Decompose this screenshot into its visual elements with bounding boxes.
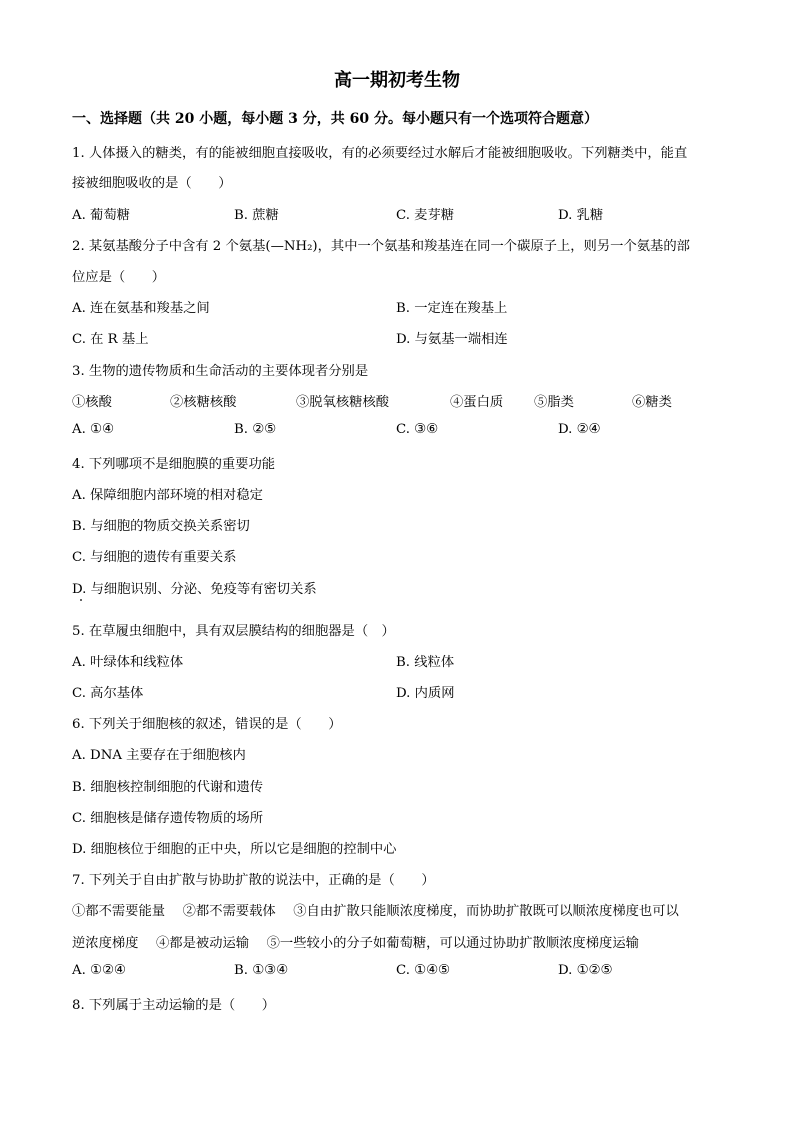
question-7-line-1: 7. 下列关于自由扩散与协助扩散的说法中，正确的是（ ） (72, 873, 435, 888)
question-5-option-a: A. 叶绿体和线粒体 (72, 655, 184, 670)
question-7-option-d: D. ①②⑤ (558, 963, 613, 978)
question-1-option-c: C. 麦芽糖 (396, 208, 455, 223)
question-3-item-2: ②核糖核酸 (170, 395, 237, 410)
question-3-option-d: D. ②④ (558, 422, 601, 437)
question-5-option-d: D. 内质网 (396, 686, 455, 701)
question-1-option-d: D. 乳糖 (558, 208, 604, 223)
question-7-line-2: ①都不需要能量 ②都不需要载体 ③自由扩散只能顺浓度梯度，而协助扩散既可以顺浓度梯度也可以 (72, 904, 679, 919)
question-3-item-4: ④蛋白质 (450, 395, 504, 410)
question-1-option-a: A. 葡萄糖 (72, 208, 130, 223)
question-2-line-1: 2. 某氨基酸分子中含有 2 个氨基(—NH₂)，其中一个氨基和羧基连在同一个碳原子上，则另一个氨基的部 (72, 239, 690, 254)
question-7-option-c: C. ①④⑤ (396, 963, 450, 978)
question-3-line-1: 3. 生物的遗传物质和生命活动的主要体现者分别是 (72, 364, 369, 379)
question-4-option-d: D. 与细胞识别、分泌、免疫等有密切关系 (72, 582, 317, 597)
question-3-option-c: C. ③⑥ (396, 422, 438, 437)
question-7-line-3: 逆浓度梯度 ④都是被动运输 ⑤一些较小的分子如葡萄糖，可以通过协助扩散顺浓度梯度运输 (72, 936, 639, 951)
question-2-option-b: B. 一定连在羧基上 (396, 301, 508, 316)
question-2-option-d: D. 与氨基一端相连 (396, 332, 508, 347)
question-3-item-1: ①核酸 (72, 395, 112, 410)
question-6-option-c: C. 细胞核是储存遗传物质的场所 (72, 811, 264, 826)
question-1-line-2: 接被细胞吸收的是（ ） (72, 176, 232, 191)
question-3-item-3: ③脱氧核糖核酸 (296, 395, 390, 410)
question-3-option-a: A. ①④ (72, 422, 114, 437)
question-6-line-1: 6. 下列关于细胞核的叙述，错误的是（ ） (72, 717, 342, 732)
question-1-line-1: 1. 人体摄入的糖类，有的能被细胞直接吸收，有的必须要经过水解后才能被细胞吸收。下列糖类中，能直 (72, 146, 688, 161)
question-7-option-a: A. ①②④ (72, 963, 126, 978)
section-heading: 一、选择题（共 20 小题，每小题 3 分，共 60 分。每小题只有一个选项符合题意） (72, 111, 598, 127)
question-1-option-b: B. 蔗糖 (234, 208, 279, 223)
question-4-option-c: C. 与细胞的遗传有重要关系 (72, 550, 237, 565)
question-6-option-b: B. 细胞核控制细胞的代谢和遗传 (72, 780, 264, 795)
question-3-option-b: B. ②⑤ (234, 422, 277, 437)
question-6-option-a: A. DNA 主要存在于细胞核内 (72, 748, 246, 763)
question-3-item-6: ⑥糖类 (632, 395, 672, 410)
question-2-line-2: 位应是（ ） (72, 270, 166, 285)
question-5-option-c: C. 高尔基体 (72, 686, 144, 701)
question-7-option-b: B. ①③④ (234, 963, 288, 978)
question-2-option-a: A. 连在氨基和羧基之间 (72, 301, 210, 316)
question-2-option-c: C. 在 R 基上 (72, 332, 149, 347)
question-5-option-b: B. 线粒体 (396, 655, 455, 670)
question-4-option-b: B. 与细胞的物质交换关系密切 (72, 519, 250, 534)
question-4-option-a: A. 保障细胞内部环境的相对稳定 (72, 488, 263, 503)
question-5-line-1: 5. 在草履虫细胞中，具有双层膜结构的细胞器是（ ） (72, 624, 395, 639)
page-title: 高一期初考生物 (334, 70, 460, 91)
question-3-item-5: ⑤脂类 (534, 395, 574, 410)
question-6-option-d: D. 细胞核位于细胞的正中央，所以它是细胞的控制中心 (72, 842, 397, 857)
stray-dot (80, 599, 82, 601)
question-8-line-1: 8. 下列属于主动运输的是（ ） (72, 998, 276, 1013)
question-4-line-1: 4. 下列哪项不是细胞膜的重要功能 (72, 457, 276, 472)
